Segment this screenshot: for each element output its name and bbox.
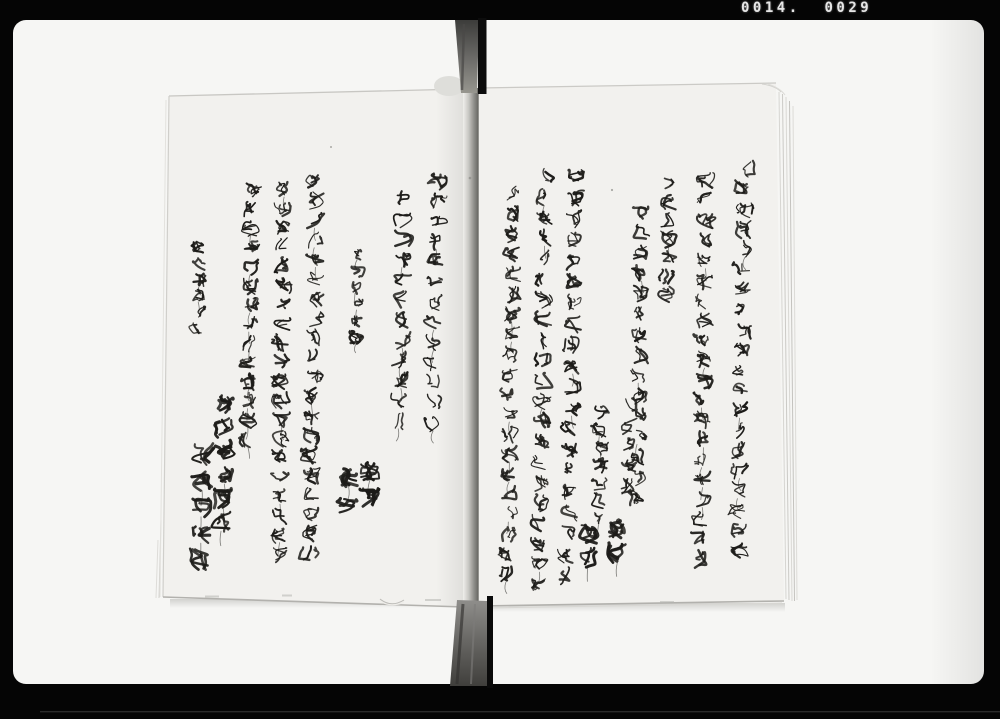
photo-edge-vignette — [930, 20, 984, 684]
clamp-top-bar — [478, 18, 487, 94]
left-inner-margin-shade — [436, 92, 464, 606]
film-frame-counter: 0014. 0029 — [741, 0, 873, 16]
clamp-top-shadow — [434, 76, 464, 96]
book-clamp-bottom — [450, 596, 493, 688]
film-scratch-line — [40, 711, 1000, 712]
binding-gutter — [463, 88, 479, 608]
clamp-bottom-bar — [487, 596, 493, 688]
